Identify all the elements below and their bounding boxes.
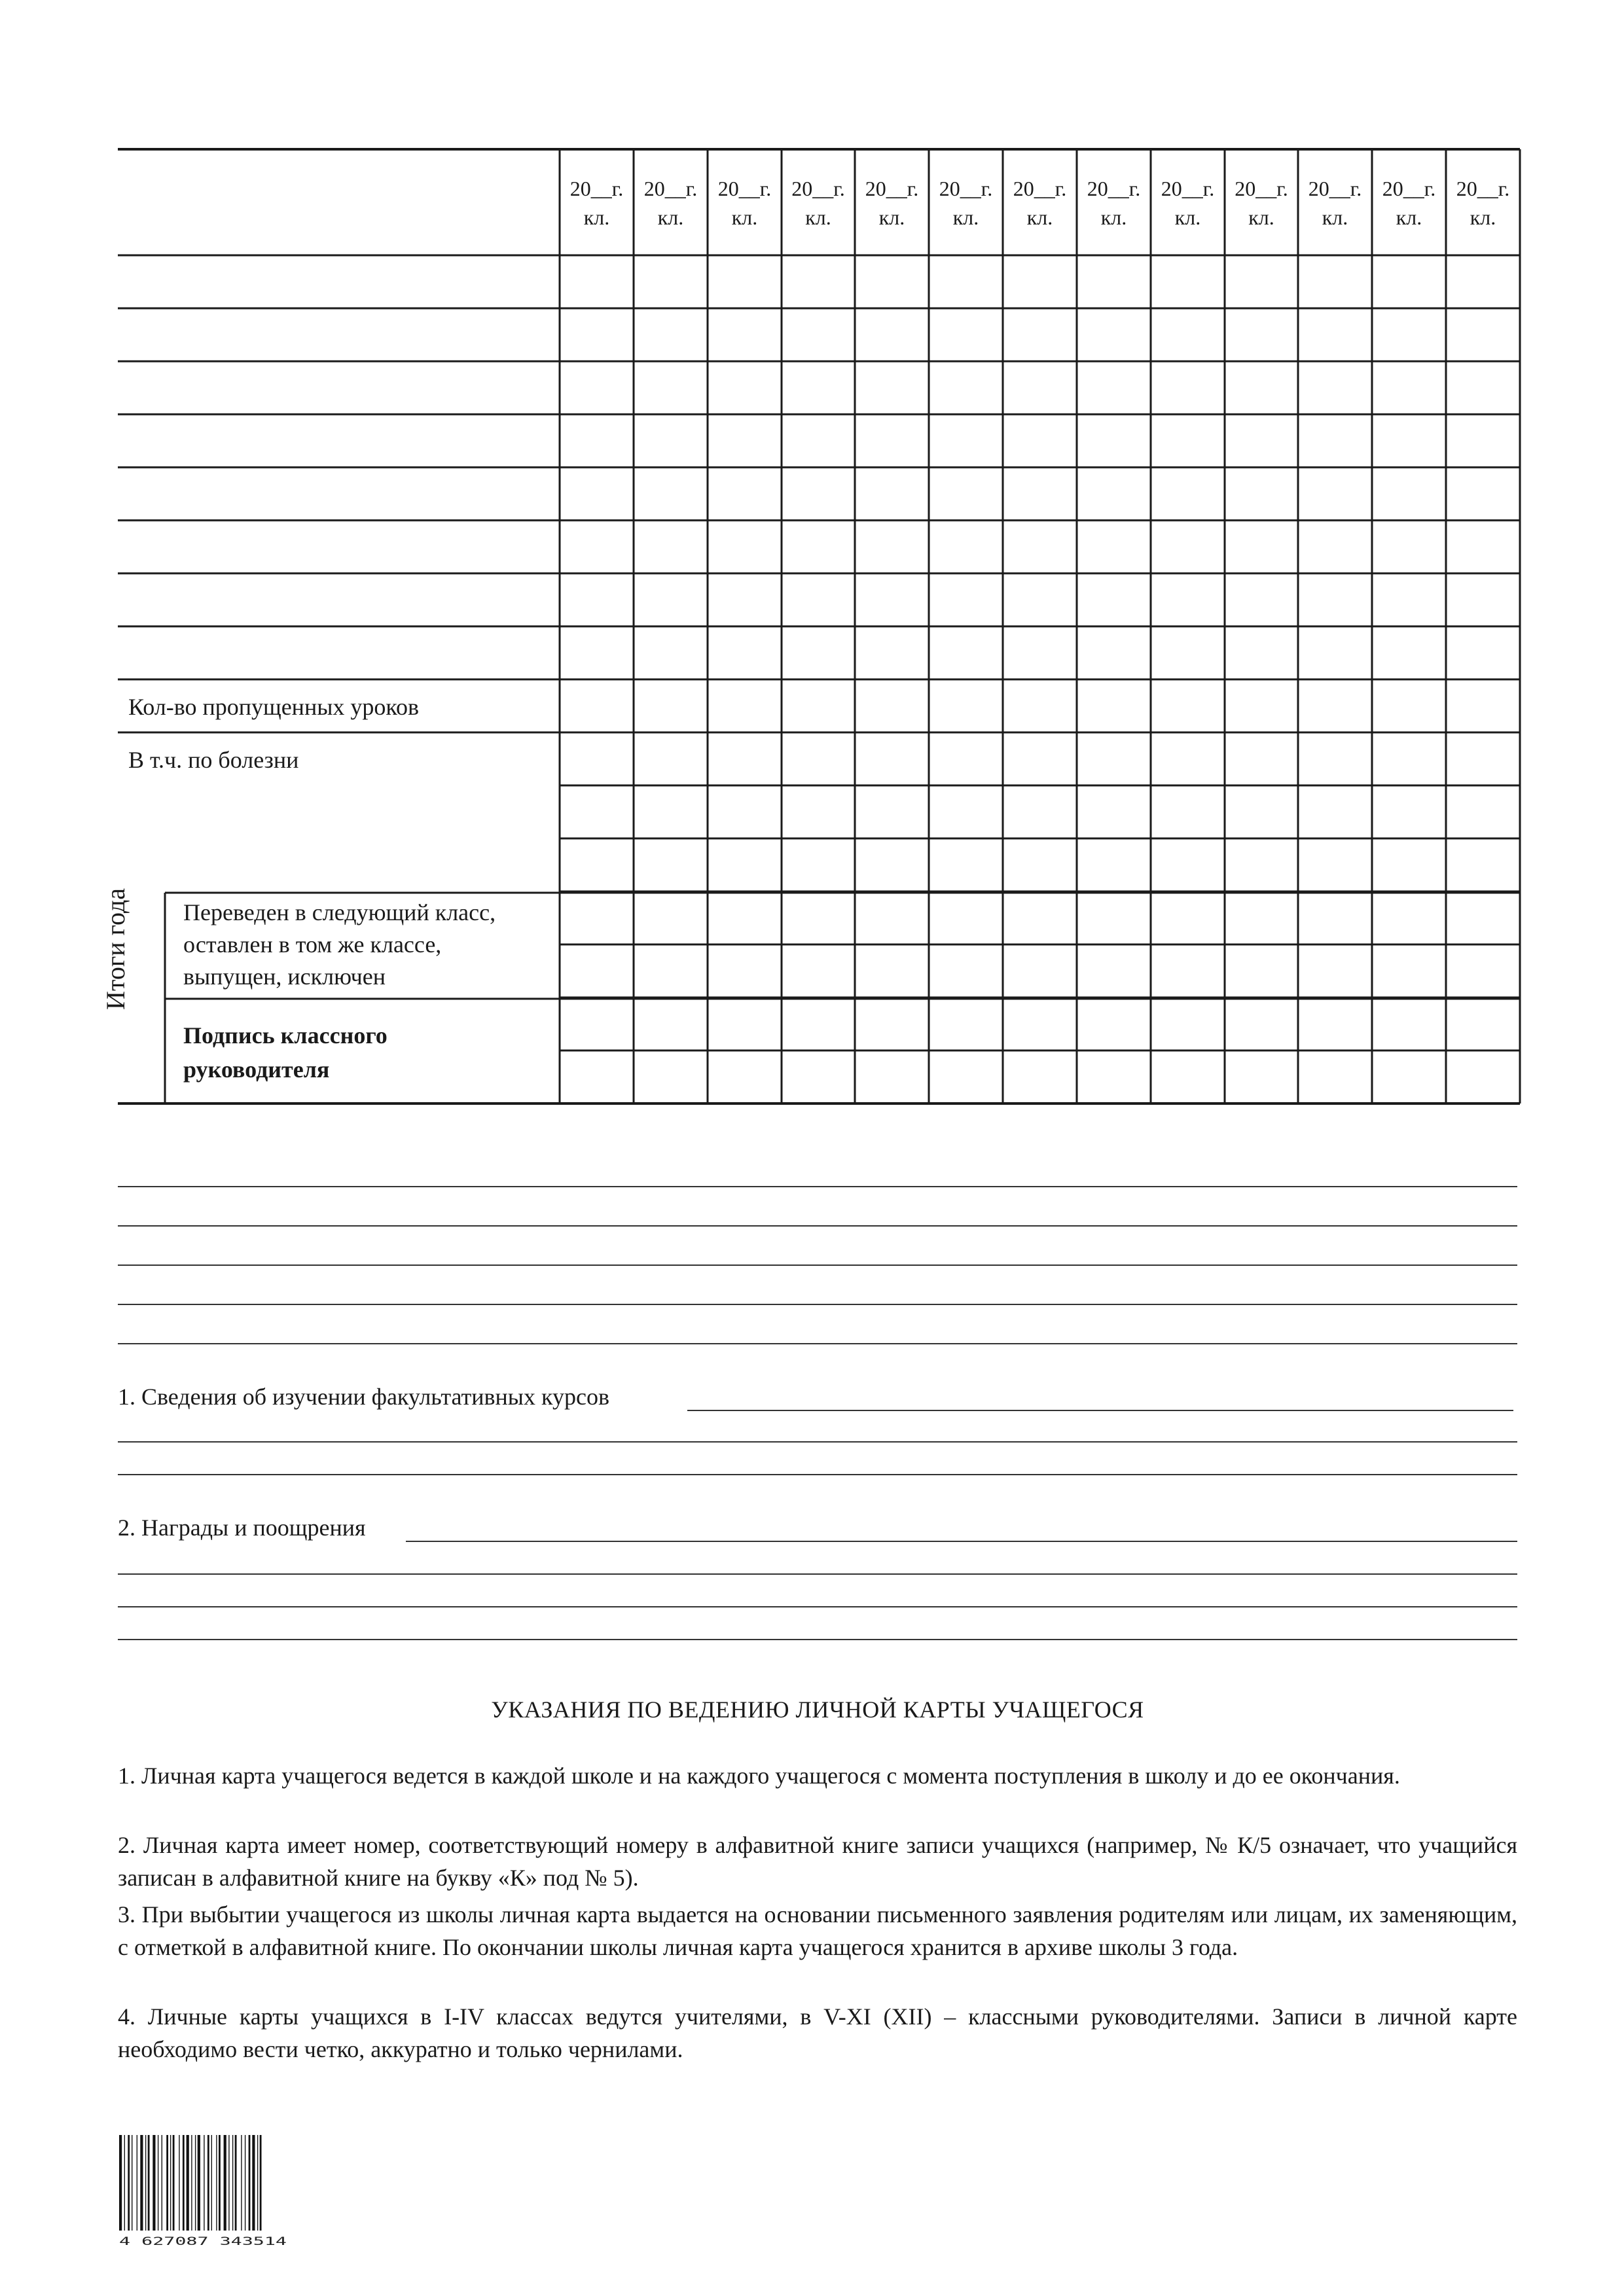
- writing-line[interactable]: [118, 1186, 1517, 1187]
- barcode-bar: [260, 2135, 262, 2231]
- year-column-header: [929, 174, 1003, 232]
- barcode-bar: [252, 2135, 255, 2231]
- barcode-bar: [140, 2135, 143, 2231]
- barcode-number: 4 627087 343514: [119, 2235, 287, 2248]
- header-year-label: 20__г.: [717, 177, 772, 200]
- header-year-label: 20__г.: [569, 177, 624, 200]
- writing-line[interactable]: [118, 1573, 1517, 1575]
- barcode-bar: [219, 2135, 221, 2231]
- year-column-header: [1298, 174, 1372, 232]
- barcode-bar: [198, 2135, 200, 2231]
- row-label-missed-lessons: Кол-во пропущенных уроков: [128, 694, 420, 720]
- year-column-header: [855, 174, 929, 232]
- header-class-label: кл.: [1248, 206, 1274, 229]
- promotion-line-2: оставлен в том же классе,: [183, 931, 442, 958]
- year-column-header: [782, 174, 855, 232]
- barcode-bar: [216, 2135, 217, 2231]
- signature-label: [183, 1018, 388, 1086]
- writing-line[interactable]: [118, 1441, 1517, 1443]
- signature-line-2: руководителя: [183, 1056, 330, 1083]
- barcode-bar: [173, 2135, 175, 2231]
- signature-line-1: Подпись классного: [183, 1022, 388, 1049]
- barcode-bar: [148, 2135, 150, 2231]
- barcode-bar: [128, 2135, 130, 2231]
- header-year-label: 20__г.: [865, 177, 919, 200]
- barcode-bar: [153, 2135, 155, 2231]
- year-column-header: [1446, 174, 1520, 232]
- header-class-label: кл.: [1174, 206, 1201, 229]
- year-results-label: Итоги года: [101, 888, 130, 1011]
- barcode-bar: [124, 2135, 125, 2231]
- barcode-bar: [187, 2135, 189, 2231]
- barcode-bar: [257, 2135, 258, 2231]
- barcode-bar: [183, 2135, 185, 2231]
- writing-line[interactable]: [118, 1606, 1517, 1607]
- header-year-label: 20__г.: [1087, 177, 1141, 200]
- barcode-bar: [224, 2135, 226, 2231]
- promotion-label: [183, 897, 496, 993]
- barcode-bar: [166, 2135, 168, 2231]
- year-column-header: [1003, 174, 1077, 232]
- header-class-label: кл.: [1470, 206, 1496, 229]
- header-year-label: 20__г.: [1161, 177, 1215, 200]
- writing-line[interactable]: [118, 1343, 1517, 1344]
- instructions-title: УКАЗАНИЯ ПО ВЕДЕНИЮ ЛИЧНОЙ КАРТЫ УЧАЩЕГОСЯ: [491, 1696, 1144, 1723]
- header-class-label: кл.: [1100, 206, 1127, 229]
- header-year-label: 20__г.: [1456, 177, 1510, 200]
- year-column-header: [634, 174, 708, 232]
- writing-line[interactable]: [118, 1474, 1517, 1475]
- header-class-label: кл.: [1026, 206, 1053, 229]
- instruction-item-3: 3. При выбытии учащегося из школы личная карта выдается на основании письменного заявления родителям или лицам, их заменяющим, с отметкой в алфавитной книге. По окончании школы личная карта учащегося хранится в архиве школы 3 года.: [118, 1901, 1517, 1960]
- barcode-bar: [241, 2135, 242, 2231]
- header-class-label: кл.: [583, 206, 610, 229]
- writing-line[interactable]: [118, 1225, 1517, 1227]
- barcode-bar: [232, 2135, 233, 2231]
- header-class-label: кл.: [1322, 206, 1348, 229]
- writing-line[interactable]: [118, 1304, 1517, 1305]
- promotion-line-3: выпущен, исключен: [183, 963, 386, 990]
- header-class-label: кл.: [805, 206, 831, 229]
- barcode-bar: [119, 2135, 122, 2231]
- awards-input-line[interactable]: [406, 1541, 1517, 1542]
- instruction-item-4: 4. Личные карты учащихся в I-IV классах ведутся учителями, в V-XI (XII) – классными руководителями. Записи в личной карте необходимо вести четко, аккуратно и только чернилами.: [118, 2003, 1517, 2062]
- writing-line[interactable]: [118, 1265, 1517, 1266]
- row-label-illness: В т.ч. по болезни: [128, 747, 299, 773]
- year-column-header: [1077, 174, 1151, 232]
- header-class-label: кл.: [952, 206, 979, 229]
- barcode-bar: [208, 2135, 209, 2231]
- barcode-bar: [249, 2135, 251, 2231]
- barcode-bar: [235, 2135, 237, 2231]
- year-column-header: [1225, 174, 1298, 232]
- barcode-bar: [195, 2135, 196, 2231]
- header-class-label: кл.: [878, 206, 905, 229]
- barcode-bar: [145, 2135, 146, 2231]
- electives-field-label: 1. Сведения об изучении факультативных курсов: [118, 1384, 609, 1410]
- header-class-label: кл.: [1396, 206, 1422, 229]
- year-column-header: [1151, 174, 1225, 232]
- header-year-label: 20__г.: [939, 177, 993, 200]
- header-class-label: кл.: [657, 206, 684, 229]
- header-year-label: 20__г.: [1235, 177, 1288, 200]
- barcode-bar: [228, 2135, 229, 2231]
- header-year-label: 20__г.: [1308, 177, 1362, 200]
- instruction-item-2: 2. Личная карта имеет номер, соответствующий номеру в алфавитной книге записи учащихся (например, № К/5 означает, что учащийся записан в алфавитной книге на букву «К» под № 5).: [118, 1832, 1517, 1891]
- header-class-label: кл.: [731, 206, 758, 229]
- electives-input-line[interactable]: [687, 1410, 1513, 1411]
- header-year-label: 20__г.: [643, 177, 698, 200]
- writing-line[interactable]: [118, 1639, 1517, 1640]
- barcode-bar: [211, 2135, 212, 2231]
- promotion-line-1: Переведен в следующий класс,: [183, 899, 496, 925]
- year-column-header: [1372, 174, 1446, 232]
- year-column-header: [560, 174, 634, 232]
- instruction-item-1: 1. Личная карта учащегося ведется в каждой школе и на каждого учащегося с момента поступления в школу и до ее окончания.: [118, 1763, 1400, 1789]
- header-year-label: 20__г.: [1013, 177, 1067, 200]
- barcode-bar: [191, 2135, 192, 2231]
- barcode: [118, 2135, 289, 2248]
- year-column-header: [708, 174, 782, 232]
- header-year-label: 20__г.: [1382, 177, 1436, 200]
- barcode-bar: [170, 2135, 171, 2231]
- awards-field-label: 2. Награды и поощрения: [118, 1515, 366, 1541]
- header-year-label: 20__г.: [791, 177, 845, 200]
